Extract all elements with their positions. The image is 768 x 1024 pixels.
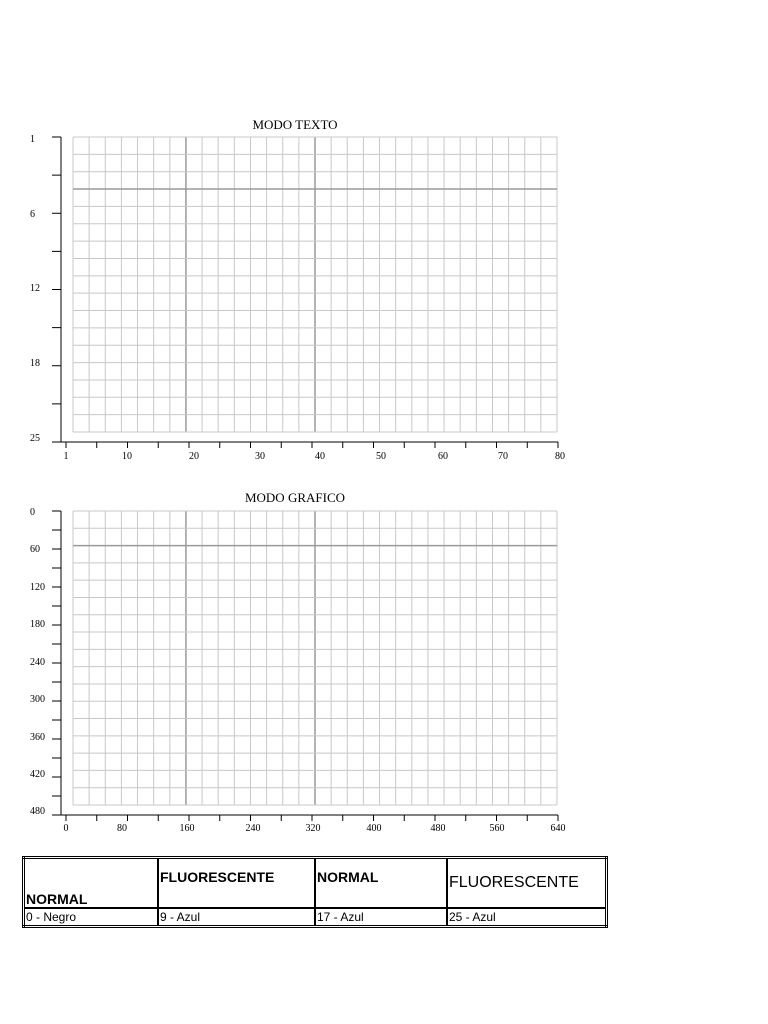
x-tick-label: 30 — [255, 451, 265, 462]
header-fluorescente-2: FLUORESCENTE — [447, 858, 607, 909]
x-tick-label: 20 — [189, 451, 199, 462]
x-tick-label: 320 — [305, 823, 321, 834]
x-tick-label: 60 — [438, 451, 448, 462]
color-table — [22, 856, 608, 928]
x-tick-label: 80 — [117, 823, 127, 834]
chart-modo-texto — [30, 117, 565, 462]
x-tick-label: 400 — [366, 823, 382, 834]
x-tick-labels-modo-texto — [64, 451, 566, 462]
x-tick-label: 1 — [63, 451, 69, 462]
grid-modo-grafico — [73, 511, 557, 805]
y-tick-label: 0 — [30, 507, 35, 518]
y-tick-label: 12 — [30, 283, 40, 294]
y-tick-label: 6 — [30, 209, 35, 220]
x-tick-label: 70 — [498, 451, 508, 462]
chart-title-modo-grafico: MODO GRAFICO — [244, 490, 346, 505]
color-cell: 17 - Azul — [315, 908, 447, 927]
x-tick-label: 480 — [430, 823, 446, 834]
header-normal-2: NORMAL — [315, 858, 447, 909]
x-tick-label: 240 — [245, 823, 261, 834]
header-fluorescente: FLUORESCENTE — [158, 858, 315, 909]
grid-modo-texto — [73, 137, 557, 432]
chart-modo-grafico — [30, 490, 566, 834]
y-tick-label: 1 — [30, 134, 35, 145]
x-tick-labels-modo-grafico — [64, 823, 566, 834]
y-tick-label: 420 — [30, 769, 45, 780]
y-tick-label: 240 — [30, 657, 45, 668]
header-normal: NORMAL — [24, 858, 159, 909]
color-cell: 25 - Azul — [447, 908, 607, 927]
color-table-row — [24, 908, 607, 927]
axes-modo-texto — [52, 137, 558, 448]
y-tick-label: 360 — [30, 732, 45, 743]
x-tick-label: 10 — [122, 451, 132, 462]
x-tick-label: 160 — [179, 823, 195, 834]
y-tick-labels-modo-grafico — [30, 507, 45, 817]
x-tick-label: 0 — [63, 823, 69, 834]
y-tick-label: 300 — [30, 694, 45, 705]
y-tick-labels-modo-texto — [30, 134, 40, 444]
x-tick-label: 40 — [315, 451, 325, 462]
x-tick-label: 50 — [376, 451, 386, 462]
color-table-header-row — [24, 858, 607, 909]
y-tick-label: 25 — [30, 433, 40, 444]
y-tick-label: 480 — [30, 806, 45, 817]
x-tick-label: 80 — [555, 451, 565, 462]
y-tick-label: 60 — [30, 544, 40, 555]
y-tick-label: 180 — [30, 619, 45, 630]
axes-modo-grafico — [52, 511, 558, 821]
x-tick-label: 640 — [550, 823, 566, 834]
chart-title-modo-texto: MODO TEXTO — [252, 117, 338, 132]
y-tick-label: 18 — [30, 358, 40, 369]
color-cell: 0 - Negro — [24, 908, 159, 927]
x-tick-label: 560 — [489, 823, 505, 834]
color-cell: 9 - Azul — [158, 908, 315, 927]
y-tick-label: 120 — [30, 582, 45, 593]
